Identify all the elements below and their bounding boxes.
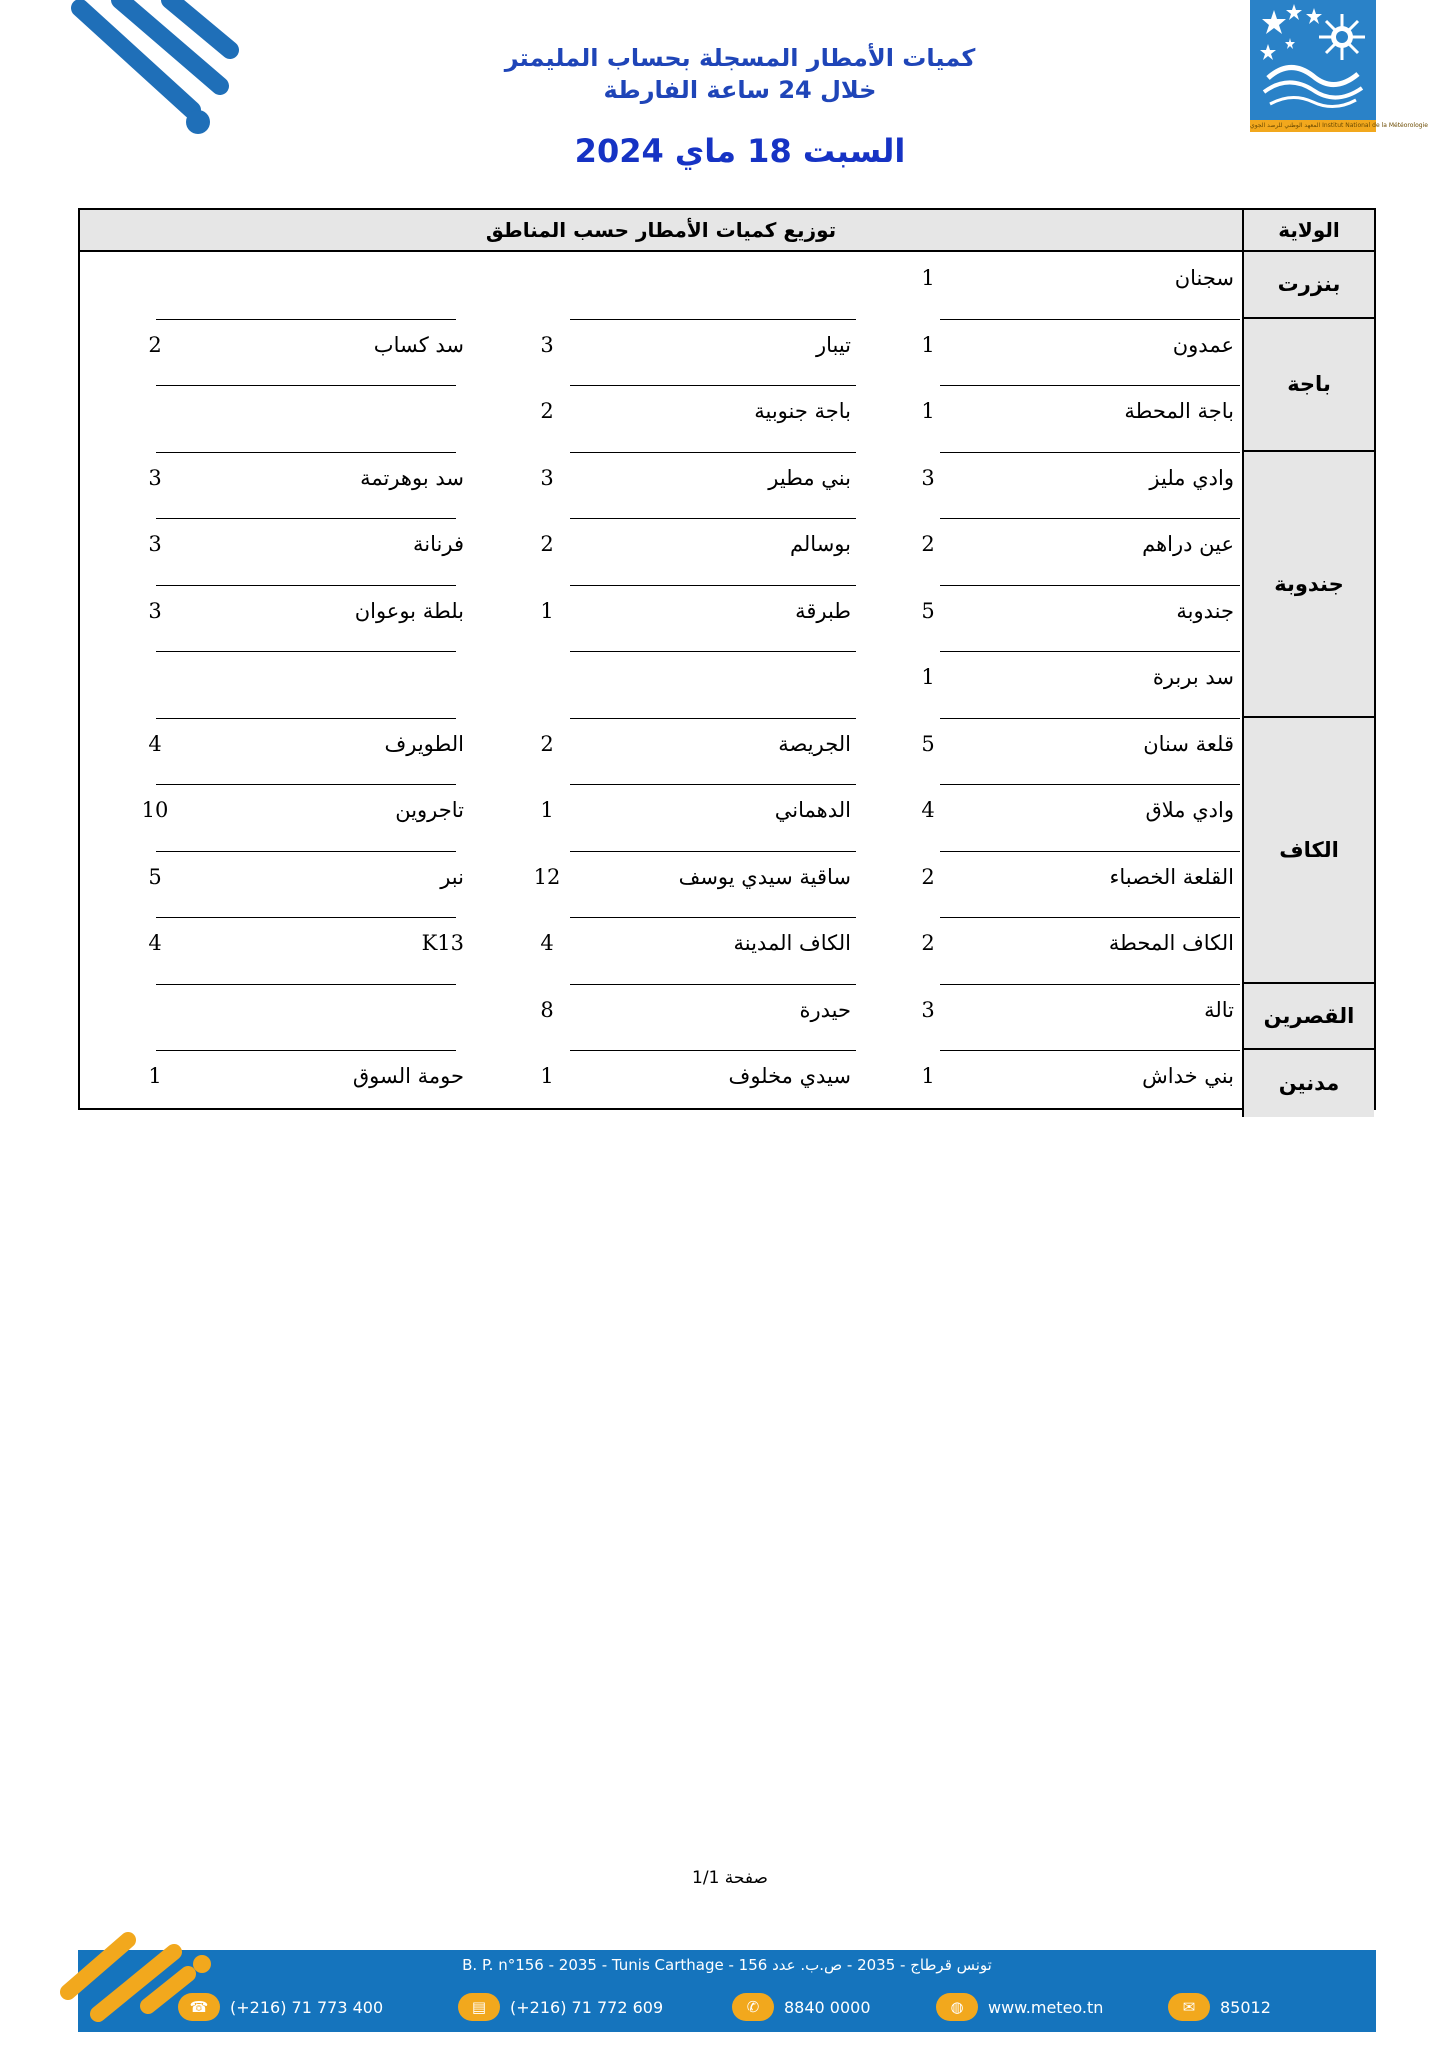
rainfall-value: 3 xyxy=(540,332,554,357)
row-divider xyxy=(156,518,456,519)
row-divider xyxy=(156,319,456,320)
station-name: بني مطير xyxy=(768,465,851,490)
title-line-2: خلال 24 ساعة الفارطة xyxy=(603,76,877,104)
institute-logo xyxy=(1250,0,1428,132)
row-divider xyxy=(156,585,456,586)
sms-icon: ✉ xyxy=(1168,1993,1210,2021)
rainfall-value: 2 xyxy=(921,532,935,556)
station-name: سجنان xyxy=(1174,266,1234,290)
contact-text: (+216) 71 773 400 xyxy=(230,1997,384,2017)
row-divider xyxy=(940,917,1240,918)
rainfall-value: 1 xyxy=(540,598,554,623)
contact-sms xyxy=(1168,1992,1271,2022)
row-divider xyxy=(940,851,1240,852)
station-name: الكاف المدينة xyxy=(733,931,851,955)
station-name: وادي ملاق xyxy=(1145,798,1234,822)
station-name: K13 xyxy=(421,931,464,955)
row-divider xyxy=(940,718,1240,719)
fax-icon: ▤ xyxy=(458,1993,500,2021)
row-divider xyxy=(570,917,856,918)
rainfall-value: 4 xyxy=(148,931,162,955)
row-divider xyxy=(940,452,1240,453)
station-name: بلطة بوعوان xyxy=(354,598,464,623)
rainfall-value: 1 xyxy=(921,665,935,689)
station-name: ساقية سيدي يوسف xyxy=(678,864,851,889)
governorate-header: الولاية xyxy=(1242,210,1374,252)
rainfall-value: 1 xyxy=(540,1064,554,1088)
footer-address: B. P. n°156 - 2035 - Tunis Carthage - تونس قرطاج - 2035 - ص.ب. عدد 156 xyxy=(462,1956,992,1974)
station-name: سد بوهرتمة xyxy=(360,465,464,490)
row-divider xyxy=(940,385,1240,386)
station-name: بوسالم xyxy=(789,532,851,556)
station-name: سيدي مخلوف xyxy=(728,1064,851,1088)
rainfall-value: 5 xyxy=(921,598,935,623)
rainfall-value: 3 xyxy=(148,465,162,490)
governorate-cell: الكاف xyxy=(1242,718,1374,984)
row-divider xyxy=(570,1050,856,1051)
station-name: باجة المحطة xyxy=(1124,399,1234,423)
station-name: بني خداش xyxy=(1142,1064,1234,1088)
row-divider xyxy=(156,1050,456,1051)
station-name: القلعة الخصباء xyxy=(1109,864,1234,889)
row-divider xyxy=(940,1050,1240,1051)
contact-text: 8840 0000 xyxy=(784,1997,871,2017)
station-name: عمدون xyxy=(1172,332,1234,357)
row-divider xyxy=(570,718,856,719)
rainfall-value: 1 xyxy=(921,399,935,423)
rainfall-value: 3 xyxy=(921,465,935,490)
rainfall-value: 3 xyxy=(921,997,935,1022)
footer-decoration xyxy=(78,1930,218,2040)
row-divider xyxy=(940,784,1240,785)
rainfall-value: 2 xyxy=(921,931,935,955)
rainfall-value: 4 xyxy=(540,931,554,955)
station-name: نبر xyxy=(440,864,464,889)
distribution-header: توزيع كميات الأمطار حسب المناطق xyxy=(80,210,1242,252)
contact-fax xyxy=(458,1992,663,2022)
row-divider xyxy=(156,984,456,985)
rainfall-value: 2 xyxy=(540,399,554,423)
row-divider xyxy=(156,784,456,785)
station-name: سد بربرة xyxy=(1152,665,1234,689)
row-divider xyxy=(940,585,1240,586)
row-divider xyxy=(940,651,1240,652)
station-name: وادي مليز xyxy=(1149,465,1234,490)
phone-number-icon: ✆ xyxy=(732,1993,774,2021)
station-name: فرنانة xyxy=(413,532,464,556)
contact-short-number xyxy=(732,1992,871,2022)
row-divider xyxy=(940,984,1240,985)
decorative-stripes xyxy=(70,0,240,140)
rainfall-value: 12 xyxy=(533,864,561,889)
row-divider xyxy=(570,319,856,320)
governorate-cell: جندوبة xyxy=(1242,452,1374,718)
rainfall-value: 3 xyxy=(148,532,162,556)
rainfall-value: 1 xyxy=(540,798,554,822)
station-name: حيدرة xyxy=(799,997,851,1022)
rainfall-value: 2 xyxy=(921,864,935,889)
station-name: قلعة سنان xyxy=(1143,731,1234,756)
rainfall-value: 4 xyxy=(148,731,162,756)
row-divider xyxy=(940,518,1240,519)
title-line-1: كميات الأمطار المسجلة بحساب المليمتر xyxy=(504,44,976,72)
row-divider xyxy=(570,851,856,852)
station-name: تيبار xyxy=(815,332,851,357)
row-divider xyxy=(156,917,456,918)
row-divider xyxy=(570,385,856,386)
row-divider xyxy=(156,452,456,453)
station-name: عين دراهم xyxy=(1142,532,1234,556)
station-name: الجريصة xyxy=(778,731,851,756)
contact-text: 85012 xyxy=(1220,1997,1271,2017)
row-divider xyxy=(570,518,856,519)
row-divider xyxy=(156,385,456,386)
governorate-cell: باجة xyxy=(1242,319,1374,452)
station-name: حومة السوق xyxy=(352,1064,464,1088)
logo-caption: المعهد الوطني للرصد الجوي Institut National de la Météorologie xyxy=(1250,120,1376,132)
rainfall-value: 2 xyxy=(148,332,162,357)
row-divider xyxy=(570,651,856,652)
station-name: باجة جنوبية xyxy=(754,399,851,423)
rainfall-value: 2 xyxy=(540,532,554,556)
row-divider xyxy=(156,718,456,719)
row-divider xyxy=(570,984,856,985)
rainfall-value: 5 xyxy=(148,864,162,889)
row-divider xyxy=(940,319,1240,320)
website-link[interactable]: www.meteo.tn xyxy=(988,1997,1104,2017)
report-date: السبت 18 ماي 2024 xyxy=(574,132,906,170)
governorate-cell: مدنين xyxy=(1242,1050,1374,1117)
row-divider xyxy=(570,784,856,785)
rainfall-value: 1 xyxy=(148,1064,162,1088)
station-name: الطويرف xyxy=(384,731,464,756)
row-divider xyxy=(156,651,456,652)
station-name: سد كساب xyxy=(373,332,464,357)
station-name: تاجروين xyxy=(395,798,464,822)
station-name: الكاف المحطة xyxy=(1108,931,1234,955)
phone-icon: ☎ xyxy=(178,1993,220,2021)
rainfall-value: 10 xyxy=(141,798,169,822)
station-name: الدهماني xyxy=(774,798,851,822)
contact-text: (+216) 71 772 609 xyxy=(510,1997,664,2017)
rainfall-value: 4 xyxy=(921,798,935,822)
governorate-cell: القصرين xyxy=(1242,984,1374,1051)
footer-bar xyxy=(78,1950,1376,2032)
rainfall-value: 3 xyxy=(148,598,162,623)
governorate-cell: بنزرت xyxy=(1242,252,1374,319)
rainfall-value: 3 xyxy=(540,465,554,490)
row-divider xyxy=(156,851,456,852)
station-name: تالة xyxy=(1204,997,1234,1022)
contact-phone xyxy=(178,1992,383,2022)
contact-website[interactable] xyxy=(936,1992,1103,2022)
rainfall-value: 5 xyxy=(921,731,935,756)
rainfall-value: 1 xyxy=(921,1064,935,1088)
station-name: طبرقة xyxy=(795,598,851,623)
row-divider xyxy=(570,452,856,453)
rainfall-value: 1 xyxy=(921,266,935,290)
row-divider xyxy=(570,585,856,586)
rainfall-value: 1 xyxy=(921,332,935,357)
rainfall-table xyxy=(78,208,1376,1110)
rainfall-value: 8 xyxy=(540,997,554,1022)
station-name: جندوبة xyxy=(1176,598,1234,623)
globe-icon: ◍ xyxy=(936,1993,978,2021)
rainfall-value: 2 xyxy=(540,731,554,756)
page-number: صفحة 1/1 xyxy=(692,1868,768,1888)
